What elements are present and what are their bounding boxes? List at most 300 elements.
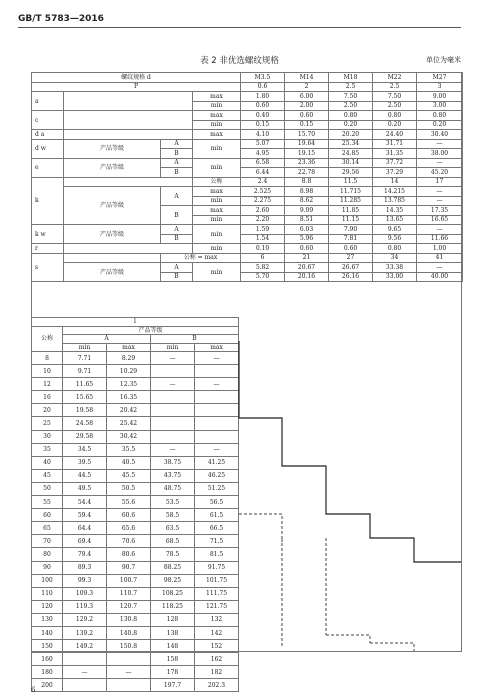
grade-b: B (161, 234, 193, 244)
length-value: 142 (195, 626, 239, 639)
c-min-value: 0.15 (285, 120, 329, 130)
grade-a: A (161, 158, 193, 168)
e-A-min-value: 23.36 (285, 158, 329, 168)
k-nom-value: 14 (373, 177, 417, 187)
k-A-min-value: 11.285 (329, 196, 373, 206)
c-min-value: 0.20 (373, 120, 417, 130)
length-value (151, 430, 195, 443)
length-value: 80.6 (107, 548, 151, 561)
min-label: min (193, 244, 241, 254)
r-min-value: 0.10 (241, 244, 285, 254)
min-label: min (193, 101, 241, 111)
kw-B-min-value: 7.81 (329, 234, 373, 244)
c-max-value: 0.80 (417, 111, 463, 121)
length-nominal: 140 (32, 626, 63, 639)
length-nominal: 110 (32, 587, 63, 600)
length-value: 70.6 (107, 535, 151, 548)
length-value: 109.3 (63, 587, 107, 600)
length-nominal: 45 (32, 469, 63, 482)
spec-table (31, 72, 462, 689)
e-A-min-value: 6.58 (241, 158, 285, 168)
length-value: 55.6 (107, 496, 151, 509)
length-value: 138 (151, 626, 195, 639)
l-symbol: l (32, 318, 239, 327)
l-grade-a: A (63, 335, 151, 344)
a-max-value: 6.00 (285, 92, 329, 102)
min-label: min (193, 120, 241, 130)
length-value (195, 365, 239, 378)
length-nominal: 130 (32, 613, 63, 626)
length-value: 49.5 (63, 482, 107, 495)
length-value: 64.4 (63, 522, 107, 535)
k-nom-value: 11.5 (329, 177, 373, 187)
length-value: 118.25 (151, 600, 195, 613)
kw-A-min-value: 9.65 (373, 225, 417, 235)
k-nom-value: 8.8 (285, 177, 329, 187)
l-nominal-header: 公称 (32, 326, 63, 352)
P-value: 3 (417, 82, 463, 92)
length-nominal: 25 (32, 417, 63, 430)
table-title: 表 2 非优选螺纹规格 (200, 56, 279, 66)
length-value: 119.3 (63, 600, 107, 613)
length-value: 152 (195, 640, 239, 653)
dw-A-min-value: 31.71 (373, 139, 417, 149)
length-value: 25.42 (107, 417, 151, 430)
k-A-max-value: 14.215 (373, 187, 417, 197)
length-value: 150.8 (107, 640, 151, 653)
c-max-value: 0.80 (373, 111, 417, 121)
dw-A-min-value: 19.64 (285, 139, 329, 149)
grade-a: A (161, 139, 193, 149)
length-value: 59.4 (63, 509, 107, 522)
length-value: 39.5 (63, 456, 107, 469)
l-max-b: max (195, 343, 239, 352)
max-label: max (193, 92, 241, 102)
length-nominal: 150 (32, 640, 63, 653)
length-value: — (63, 666, 107, 679)
s-nom-value: 27 (329, 253, 373, 263)
length-value (195, 430, 239, 443)
length-value: 130.8 (107, 613, 151, 626)
c-max-value: 0.40 (241, 111, 285, 121)
k-A-min-value: 2.275 (241, 196, 285, 206)
length-nominal: 40 (32, 456, 63, 469)
e-A-min-value: 37.72 (373, 158, 417, 168)
l-min-b: min (151, 343, 195, 352)
length-value: 149.2 (63, 640, 107, 653)
s-B-min-value: 40.00 (417, 272, 463, 282)
length-value: 35.5 (107, 443, 151, 456)
length-nominal: 10 (32, 365, 63, 378)
dw-B-min-value: 24.85 (329, 149, 373, 159)
kw-B-min-value: 9.56 (373, 234, 417, 244)
kw-B-min-value: 11.66 (417, 234, 463, 244)
k-B-min-value: 2.20 (241, 215, 285, 225)
k-B-min-value: 13.65 (373, 215, 417, 225)
length-nominal: 35 (32, 443, 63, 456)
length-value: 81.5 (195, 548, 239, 561)
s-B-min-value: 33.00 (373, 272, 417, 282)
length-value: 120.7 (107, 600, 151, 613)
length-value: — (151, 378, 195, 391)
length-value: 44.5 (63, 469, 107, 482)
k-A-max-value: 2.525 (241, 187, 285, 197)
length-value (107, 679, 151, 692)
grade-label: 产品等级 (64, 139, 161, 158)
length-value: 34.5 (63, 443, 107, 456)
k-nom-value: 17 (417, 177, 463, 187)
length-value: 148 (151, 640, 195, 653)
s-A-min-value: 26.67 (329, 263, 373, 273)
pitch-label: P (32, 82, 241, 92)
length-value (63, 653, 107, 666)
k-B-max-value: 2.60 (241, 206, 285, 216)
length-nominal: 65 (32, 522, 63, 535)
length-nominal: 16 (32, 391, 63, 404)
P-value: 2.5 (373, 82, 417, 92)
length-value: 162 (195, 653, 239, 666)
dw-B-min-value: 38.00 (417, 149, 463, 159)
l-min-a: min (63, 343, 107, 352)
length-value: 7.71 (63, 352, 107, 365)
k-B-min-value: 16.65 (417, 215, 463, 225)
k-A-max-value: 8.98 (285, 187, 329, 197)
page-number: 6 (31, 686, 36, 694)
e-B-min-value: 37.29 (373, 168, 417, 178)
r-label: r (32, 244, 64, 254)
length-nominal: 30 (32, 430, 63, 443)
length-value: 69.4 (63, 535, 107, 548)
s-B-min-value: 26.16 (329, 272, 373, 282)
a-min-value: 2.00 (285, 101, 329, 111)
length-nominal: 12 (32, 378, 63, 391)
length-nominal: 90 (32, 561, 63, 574)
min-label: min (193, 215, 241, 225)
min-label: min (193, 158, 241, 177)
thread-size-header: M3.5 (241, 73, 285, 83)
length-nominal: 20 (32, 404, 63, 417)
length-value: 10.29 (107, 365, 151, 378)
length-value: 11.65 (63, 378, 107, 391)
length-value: 56.5 (195, 496, 239, 509)
kw-B-min-value: 5.96 (285, 234, 329, 244)
k-A-max-value: 11.715 (329, 187, 373, 197)
c-min-value: 0.15 (241, 120, 285, 130)
r-min-value: 0.60 (285, 244, 329, 254)
dw-B-min-value: 4.95 (241, 149, 285, 159)
length-value: 46.25 (195, 469, 239, 482)
length-value (107, 653, 151, 666)
length-value: 40.5 (107, 456, 151, 469)
length-value (151, 417, 195, 430)
thread-size-header: M14 (285, 73, 329, 83)
length-value: 61.5 (195, 509, 239, 522)
P-value: 2 (285, 82, 329, 92)
length-value: 63.5 (151, 522, 195, 535)
dw-B-min-value: 19.15 (285, 149, 329, 159)
length-value: 132 (195, 613, 239, 626)
dw-A-min-value: 5.07 (241, 139, 285, 149)
length-nominal: 55 (32, 496, 63, 509)
e-A-min-value: — (417, 158, 463, 168)
k-B-max-value: 14.35 (373, 206, 417, 216)
kw-A-min-value: 1.59 (241, 225, 285, 235)
length-value: 88.25 (151, 561, 195, 574)
s-nom-value: 21 (285, 253, 329, 263)
length-value: 9.71 (63, 365, 107, 378)
da-max-value: 30.40 (417, 130, 463, 140)
blank-cell (64, 92, 193, 111)
kw-B-min-value: 1.54 (241, 234, 285, 244)
length-value: 78.5 (151, 548, 195, 561)
nominal-max-label: 公称 = max (161, 253, 241, 263)
length-value: 139.2 (63, 626, 107, 639)
length-nominal: 100 (32, 574, 63, 587)
kw-label: k w (32, 225, 64, 244)
da-label: d a (32, 130, 64, 140)
k-A-min-value: — (417, 196, 463, 206)
c-min-value: 0.20 (417, 120, 463, 130)
grade-b: B (161, 168, 193, 178)
length-nominal: 70 (32, 535, 63, 548)
length-value: 15.65 (63, 391, 107, 404)
length-value: 65.6 (107, 522, 151, 535)
length-value (195, 404, 239, 417)
l-max-a: max (107, 343, 151, 352)
length-value: 24.58 (63, 417, 107, 430)
length-value: 158 (151, 653, 195, 666)
k-B-min-value: 11.15 (329, 215, 373, 225)
da-max-value: 24.40 (373, 130, 417, 140)
length-value: 66.5 (195, 522, 239, 535)
P-value: 2.5 (329, 82, 373, 92)
s-A-min-value: — (417, 263, 463, 273)
length-value: 48.75 (151, 482, 195, 495)
l-grade-b: B (151, 335, 239, 344)
grade-a: A (161, 187, 193, 206)
blank-cell (64, 253, 161, 263)
length-value: 98.25 (151, 574, 195, 587)
min-label: min (193, 139, 241, 158)
length-value: 29.58 (63, 430, 107, 443)
length-value: 89.3 (63, 561, 107, 574)
k-B-max-value: 17.35 (417, 206, 463, 216)
min-label: min (193, 225, 241, 244)
standard-code: GB/T 5783—2016 (18, 14, 104, 24)
grade-b: B (161, 272, 193, 282)
k-A-max-value: — (417, 187, 463, 197)
length-value: 197.7 (151, 679, 195, 692)
c-max-value: 0.80 (329, 111, 373, 121)
e-B-min-value: 6.44 (241, 168, 285, 178)
e-B-min-value: 45.20 (417, 168, 463, 178)
length-value: 12.35 (107, 378, 151, 391)
length-value: 111.75 (195, 587, 239, 600)
s-B-min-value: 5.70 (241, 272, 285, 282)
grade-b: B (161, 149, 193, 159)
blank-cell (64, 244, 193, 254)
thread-size-header: M22 (373, 73, 417, 83)
kw-A-min-value: 6.03 (285, 225, 329, 235)
length-value: 101.75 (195, 574, 239, 587)
length-value (151, 365, 195, 378)
length-value: 51.25 (195, 482, 239, 495)
length-value: 8.29 (107, 352, 151, 365)
k-B-max-value: 11.85 (329, 206, 373, 216)
a-max-value: 1.80 (241, 92, 285, 102)
max-label: max (193, 130, 241, 140)
a-min-value: 0.60 (241, 101, 285, 111)
length-table (31, 317, 239, 692)
length-value: 45.5 (107, 469, 151, 482)
da-max-value: 4.10 (241, 130, 285, 140)
length-value: 68.5 (151, 535, 195, 548)
dw-B-min-value: 31.35 (373, 149, 417, 159)
e-A-min-value: 30.14 (329, 158, 373, 168)
length-value (195, 417, 239, 430)
length-value: — (151, 443, 195, 456)
length-value: 19.58 (63, 404, 107, 417)
c-label: c (32, 111, 64, 130)
dw-A-min-value: 25.34 (329, 139, 373, 149)
length-value: 108.25 (151, 587, 195, 600)
length-value: 20.42 (107, 404, 151, 417)
max-label: max (193, 111, 241, 121)
length-value: — (107, 666, 151, 679)
a-max-value: 7.50 (373, 92, 417, 102)
s-label: s (32, 253, 64, 282)
length-value: 91.75 (195, 561, 239, 574)
grade-a: A (161, 225, 193, 235)
max-label: max (193, 187, 241, 197)
blank-cell (64, 111, 193, 130)
dw-label: d w (32, 139, 64, 158)
length-value (195, 391, 239, 404)
k-A-min-value: 13.785 (373, 196, 417, 206)
length-value: 121.75 (195, 600, 239, 613)
grade-b: B (161, 206, 193, 225)
length-value: 41.25 (195, 456, 239, 469)
length-value (151, 391, 195, 404)
s-A-min-value: 5.82 (241, 263, 285, 273)
length-nominal: 120 (32, 600, 63, 613)
length-value: 79.4 (63, 548, 107, 561)
unit-note: 单位为毫米 (426, 56, 461, 64)
length-nominal: 80 (32, 548, 63, 561)
k-nom-value: 2.4 (241, 177, 285, 187)
length-nominal: 60 (32, 509, 63, 522)
length-value: 182 (195, 666, 239, 679)
length-nominal: 50 (32, 482, 63, 495)
dimension-table (31, 72, 463, 282)
a-min-value: 2.50 (329, 101, 373, 111)
length-nominal: 8 (32, 352, 63, 365)
length-value: 53.5 (151, 496, 195, 509)
a-label: a (32, 92, 64, 111)
k-label: k (32, 177, 64, 225)
length-value: 140.8 (107, 626, 151, 639)
length-value: 128 (151, 613, 195, 626)
length-value: 90.7 (107, 561, 151, 574)
length-value: — (151, 352, 195, 365)
length-value: 38.75 (151, 456, 195, 469)
thread-size-header: M27 (417, 73, 463, 83)
s-nom-value: 34 (373, 253, 417, 263)
a-min-value: 2.50 (373, 101, 417, 111)
thread-spec-label: 螺纹规格 d (32, 73, 241, 83)
a-max-value: 7.50 (329, 92, 373, 102)
kw-A-min-value: — (417, 225, 463, 235)
k-B-max-value: 9.09 (285, 206, 329, 216)
grade-label: 产品等级 (64, 263, 161, 282)
r-min-value: 1.00 (417, 244, 463, 254)
grade-a: A (161, 263, 193, 273)
length-nominal: 200 (32, 679, 63, 692)
length-value: 54.4 (63, 496, 107, 509)
length-value: 30.42 (107, 430, 151, 443)
s-A-min-value: 20.67 (285, 263, 329, 273)
length-value: 58.5 (151, 509, 195, 522)
e-B-min-value: 29.56 (329, 168, 373, 178)
grade-label: 产品等级 (64, 187, 161, 225)
length-value: 50.5 (107, 482, 151, 495)
da-max-value: 20.20 (329, 130, 373, 140)
k-A-min-value: 8.62 (285, 196, 329, 206)
e-B-min-value: 22.78 (285, 168, 329, 178)
s-B-min-value: 20.16 (285, 272, 329, 282)
r-min-value: 0.80 (373, 244, 417, 254)
length-value: 110.7 (107, 587, 151, 600)
length-value: — (195, 443, 239, 456)
min-label: min (193, 196, 241, 206)
l-grade-header: 产品等级 (63, 326, 239, 335)
a-max-value: 9.00 (417, 92, 463, 102)
s-nom-value: 41 (417, 253, 463, 263)
blank-cell (64, 177, 193, 187)
s-A-min-value: 33.38 (373, 263, 417, 273)
length-nominal: 160 (32, 653, 63, 666)
k-B-min-value: 8.51 (285, 215, 329, 225)
header-rule (18, 27, 461, 28)
a-min-value: 3.00 (417, 101, 463, 111)
thread-size-header: M18 (329, 73, 373, 83)
length-value: 129.2 (63, 613, 107, 626)
length-value: 71.5 (195, 535, 239, 548)
r-min-value: 0.60 (329, 244, 373, 254)
length-value (63, 679, 107, 692)
length-value: 178 (151, 666, 195, 679)
grade-label: 产品等级 (64, 158, 161, 177)
nominal-label: 公称 (193, 177, 241, 187)
length-value: — (195, 352, 239, 365)
length-value: 202.3 (195, 679, 239, 692)
length-value: 43.75 (151, 469, 195, 482)
length-nominal: 180 (32, 666, 63, 679)
length-value: — (195, 378, 239, 391)
P-value: 0.6 (241, 82, 285, 92)
blank-cell (64, 130, 193, 140)
kw-A-min-value: 7.90 (329, 225, 373, 235)
c-min-value: 0.20 (329, 120, 373, 130)
e-label: e (32, 158, 64, 177)
s-nom-value: 6 (241, 253, 285, 263)
c-max-value: 0.60 (285, 111, 329, 121)
length-range-lines (238, 317, 462, 652)
grade-label: 产品等级 (64, 225, 161, 244)
length-value: 99.3 (63, 574, 107, 587)
max-label: max (193, 206, 241, 216)
length-value: 60.6 (107, 509, 151, 522)
